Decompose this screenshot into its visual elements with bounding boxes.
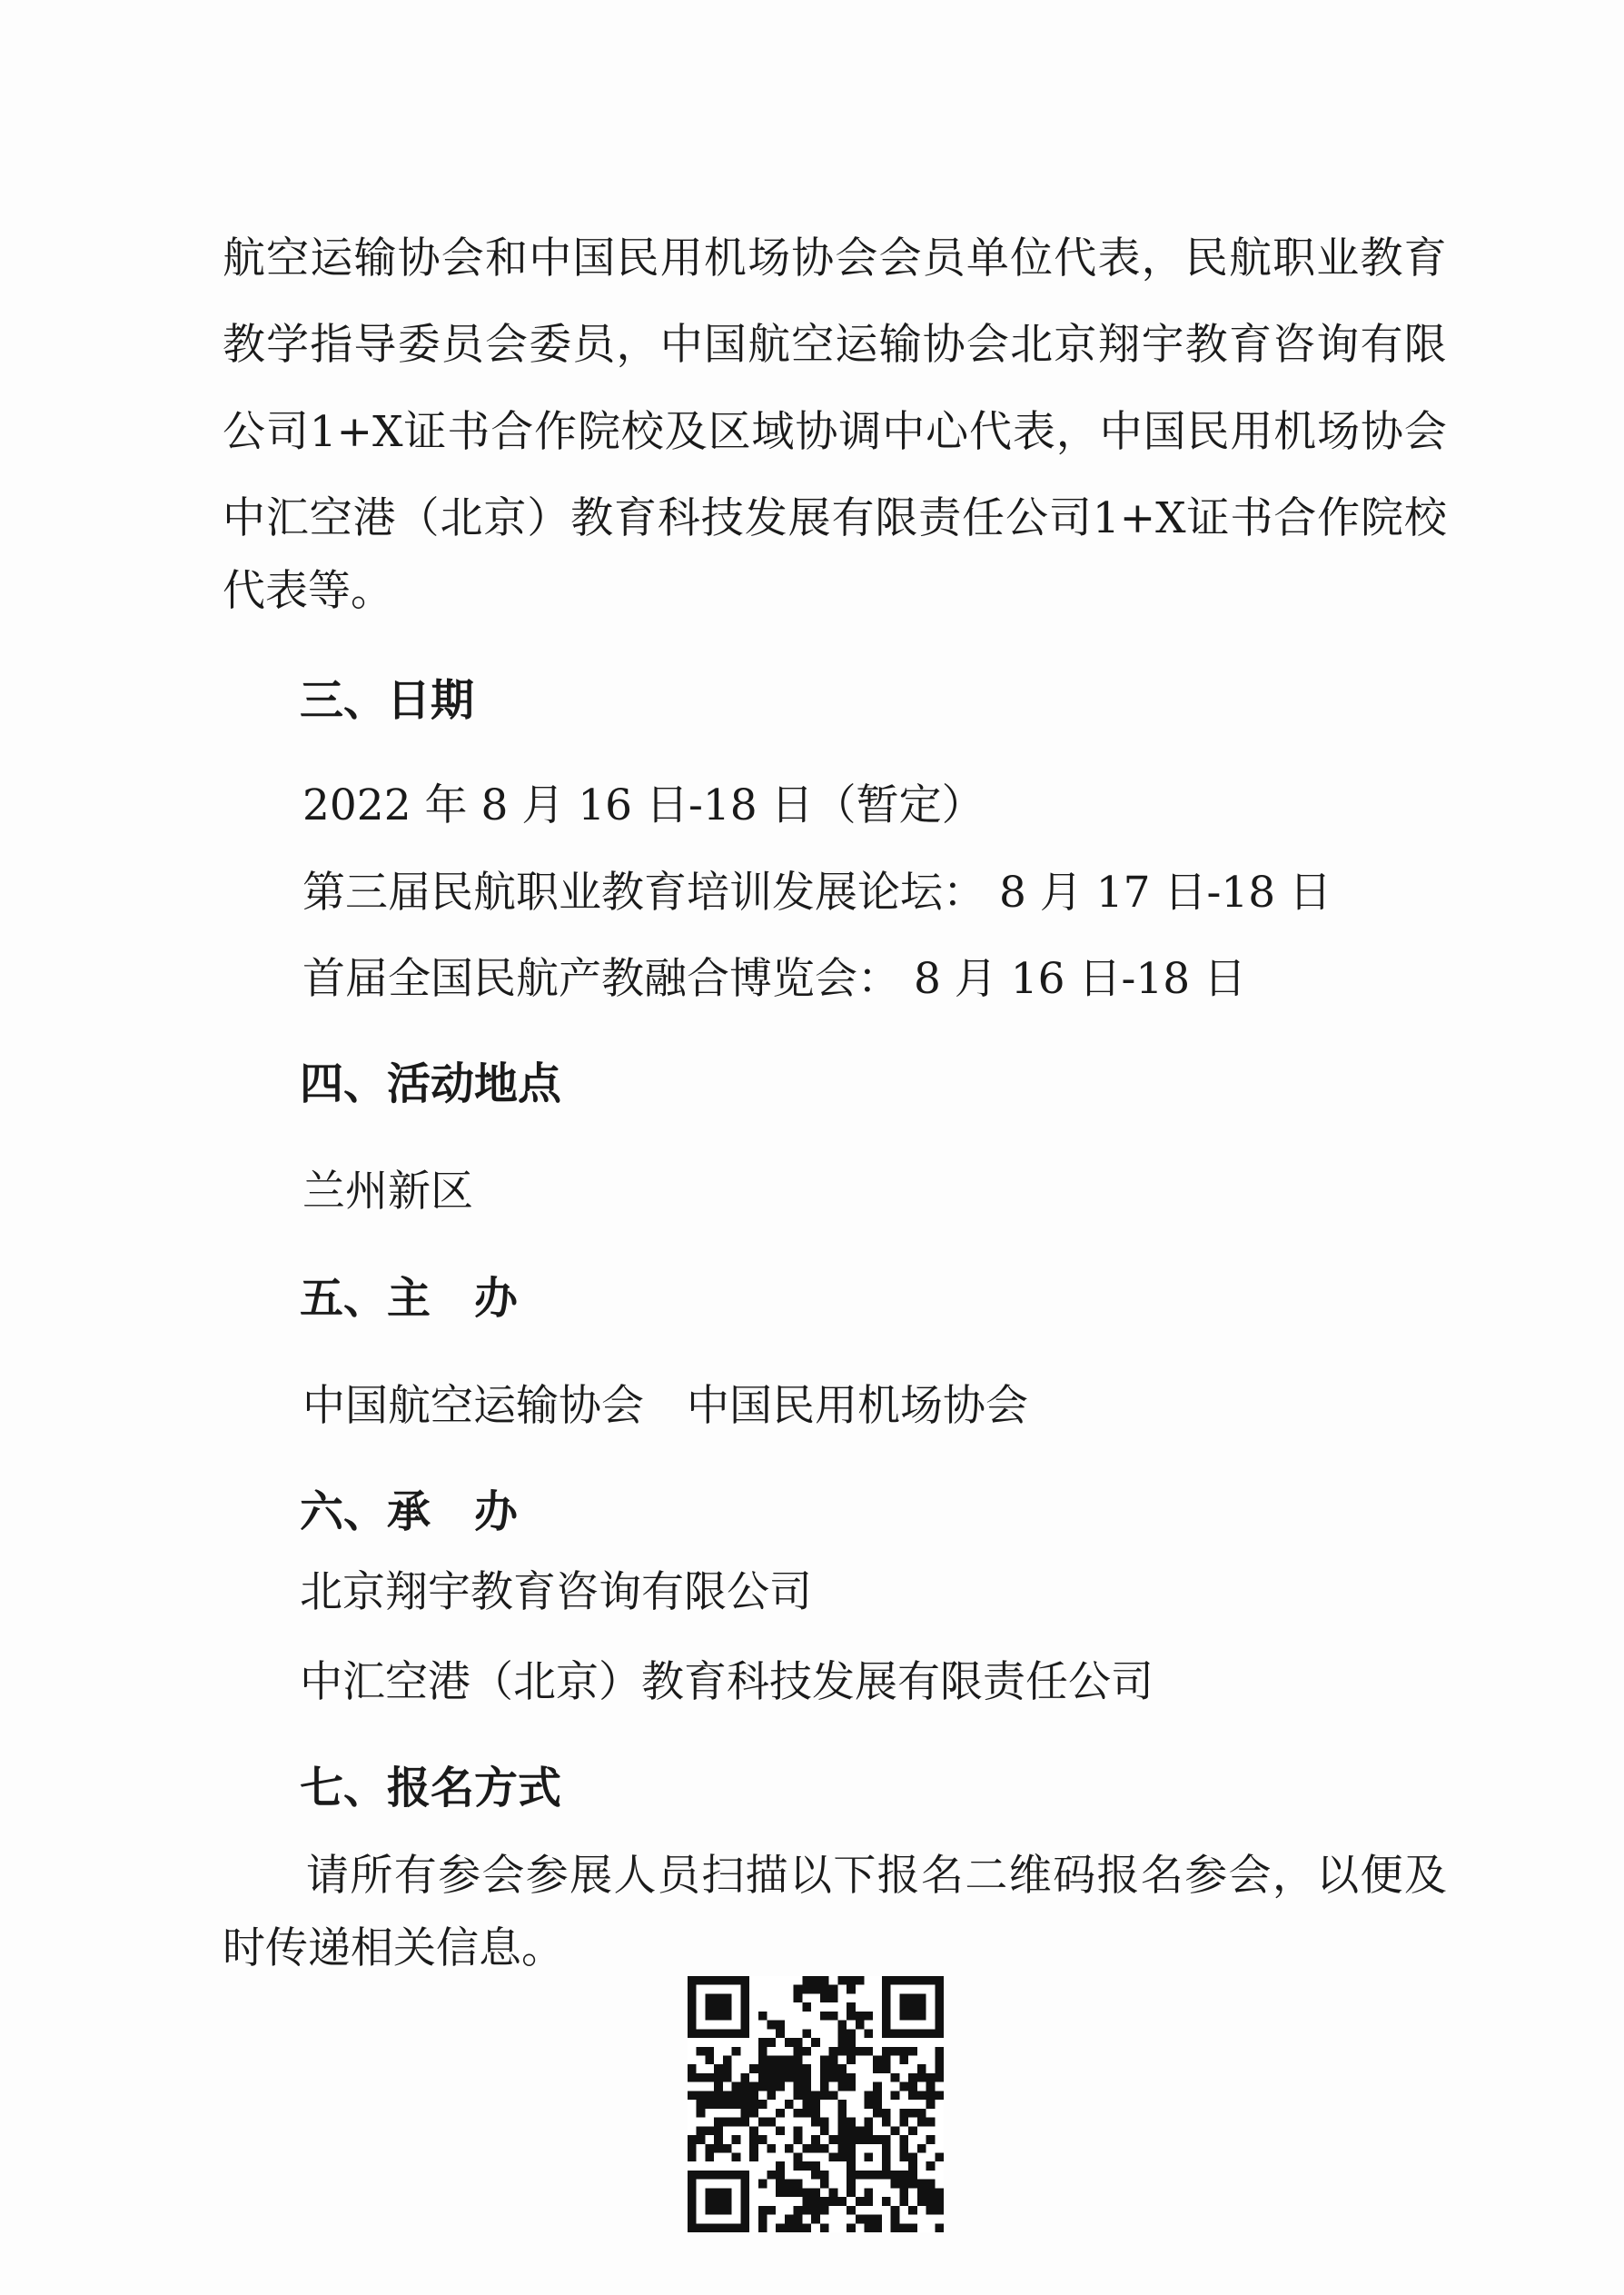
organizer-2: 中汇空港（北京）教育科技发展有限责任公司 <box>300 1657 1154 1707</box>
registration-line-1: 请 所 有 参 会 参 展 人 员 扫 描 以 下 报 名 二 维 码 报 名 参 会 ， 以 便 及 <box>306 1851 1447 1901</box>
section-host-heading: 五、主 办 <box>300 1273 519 1324</box>
section-location-heading: 四、活动地点 <box>300 1058 562 1109</box>
participants-line-2: 教 学 指 导 委 员 会 委 员 ， 中 国 航 空 运 输 协 会 北 京 翔 宇 教 育 咨 询 有 限 <box>223 320 1447 370</box>
section-date-heading: 三、日期 <box>300 675 475 726</box>
participants-line-3: 公 司 1+X 证 书 合 作 院 校 及 区 域 协 调 中 心 代 表 ， 中 国 民 用 机 场 协 会 <box>223 407 1447 457</box>
participants-line-1: 航 空 运 输 协 会 和 中 国 民 用 机 场 协 会 会 员 单 位 代 表 ， 民 航 职 业 教 育 <box>223 233 1447 283</box>
participants-line-5: 代表等。 <box>223 566 393 616</box>
expo-dates: 首届全国民航产教融合博览会： 8 月 16 日-18 日 <box>302 954 1247 1004</box>
registration-qr-code[interactable] <box>688 1976 944 2232</box>
event-location: 兰州新区 <box>302 1167 473 1217</box>
section-organizer-heading: 六、承 办 <box>300 1486 519 1537</box>
section-registration-heading: 七、报名方式 <box>300 1763 562 1813</box>
participants-line-4: 中 汇 空 港 （ 北 京 ） 教 育 科 技 发 展 有 限 责 任 公 司 1+X 证 书 合 作 院 校 <box>223 493 1447 543</box>
registration-line-2: 时传递相关信息。 <box>223 1923 564 1973</box>
forum-dates: 第三届民航职业教育培训发展论坛： 8 月 17 日-18 日 <box>302 868 1332 918</box>
event-hosts: 中国航空运输协会 中国民用机场协会 <box>302 1381 1028 1431</box>
organizer-1: 北京翔宇教育咨询有限公司 <box>300 1567 812 1617</box>
qr-code-image <box>688 1976 944 2232</box>
event-dates: 2022 年 8 月 16 日-18 日（暂定） <box>302 780 985 830</box>
